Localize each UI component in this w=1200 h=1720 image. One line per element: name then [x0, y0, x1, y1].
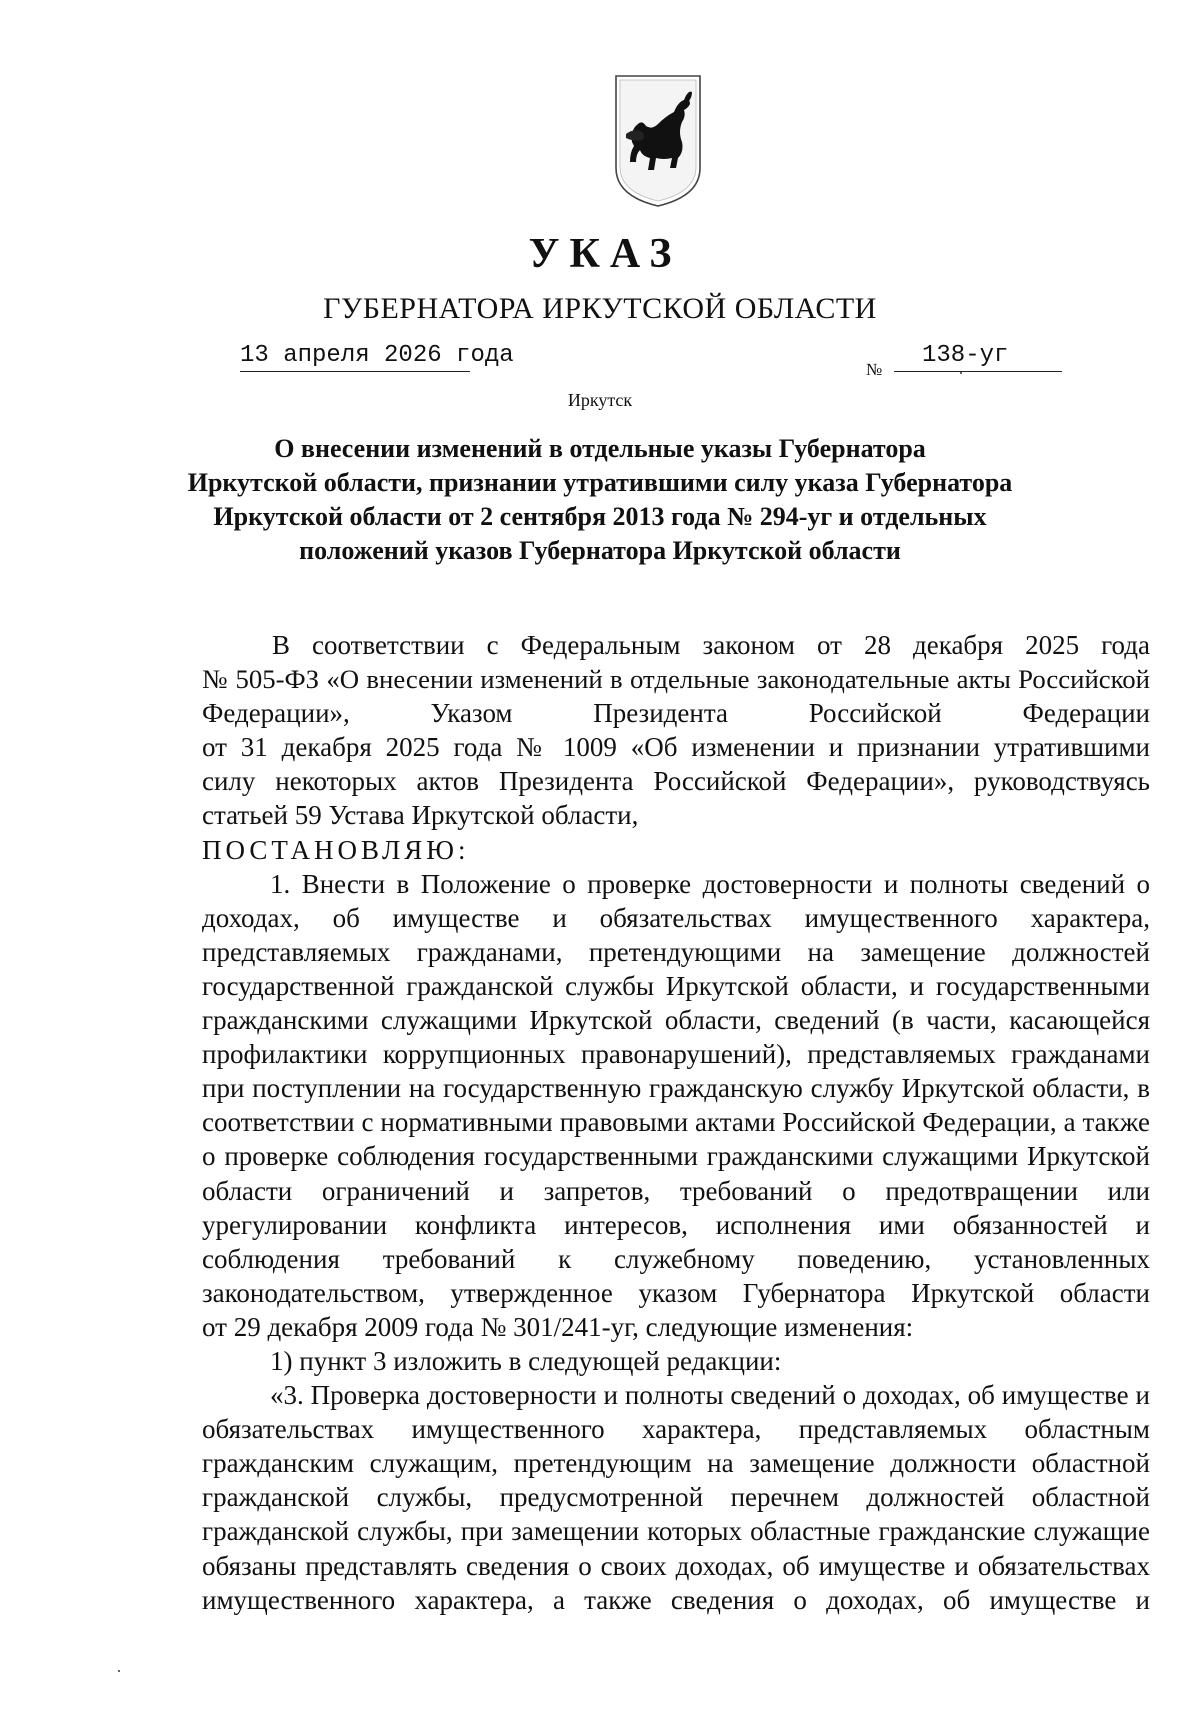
- body-line: № 505-ФЗ «О внесении изменений в отдельные законодательные акты Российской: [202, 664, 1150, 695]
- body-line: 1) пункт 3 изложить в следующей редакции:: [270, 1345, 782, 1376]
- body-line: 1. Внести в Положение о проверке достоверности и полноты сведений о: [270, 868, 1150, 899]
- body-line: соответствии с нормативными правовыми актами Российской Федерации, а также: [202, 1107, 1150, 1138]
- scan-speck: [118, 1670, 120, 1672]
- heading-line: О внесении изменений в отдельные указы Губернатора: [274, 434, 926, 463]
- body-line: силу некоторых актов Президента Российской Федерации», руководствуясь: [202, 766, 1150, 797]
- document-number: 138-уг: [894, 342, 1062, 372]
- body-line: обязательствах имущественного характера, представляемых областным: [202, 1414, 1150, 1445]
- body-line: урегулировании конфликта интересов, исполнения ими обязанностей и: [202, 1209, 1150, 1240]
- body-line: статьей 59 Устава Иркутской области,: [202, 800, 639, 831]
- body-line: гражданскими служащими Иркутской области, сведений (в части, касающейся: [202, 1005, 1150, 1036]
- body-line: доходах, об имуществе и обязательствах имущественного характера,: [202, 902, 1150, 933]
- document-city: Иркутск: [567, 390, 633, 410]
- document-subtitle: ГУБЕРНАТОРА ИРКУТСКОЙ ОБЛАСТИ: [323, 292, 877, 325]
- body-line: В соответствии с Федеральным законом от 28 декабря 2025 года: [272, 630, 1150, 660]
- body-line: при поступлении на государственную гражданскую службу Иркутской области, в: [202, 1073, 1150, 1104]
- body-line: имущественного характера, а также сведения о доходах, об имуществе и: [202, 1584, 1150, 1615]
- body-line: гражданской службы, предусмотренной перечнем должностей областной: [202, 1482, 1150, 1513]
- body-line: области ограничений и запретов, требований о предотвращении или: [202, 1175, 1150, 1206]
- body-line: государственной гражданской службы Иркутской области, и государственными: [202, 970, 1150, 1001]
- irkutsk-coat-of-arms-icon: [612, 72, 704, 210]
- heading-line: Иркутской области от 2 сентября 2013 года № 294-уг и отдельных: [213, 502, 987, 531]
- body-line: представляемых гражданами, претендующими на замещение должностей: [202, 936, 1150, 967]
- scan-speck: [960, 372, 962, 374]
- body-line: профилактики коррупционных правонарушений), представляемых гражданами: [202, 1039, 1150, 1070]
- heading-line: положений указов Губернатора Иркутской области: [299, 536, 901, 565]
- body-line: законодательством, утвержденное указом Губернатора Иркутской области: [202, 1277, 1150, 1308]
- document-heading: [180, 432, 1020, 568]
- heading-line: Иркутской области, признании утратившими силу указа Губернатора: [187, 468, 1013, 497]
- number-label: №: [866, 360, 883, 379]
- body-line: соблюдения требований к служебному поведению, установленных: [202, 1243, 1150, 1274]
- body-line: от 29 декабря 2009 года № 301/241-уг, следующие изменения:: [202, 1311, 914, 1342]
- body-line: «3. Проверка достоверности и полноты сведений о доходах, об имуществе и: [270, 1380, 1150, 1411]
- document-date: 13 апреля 2026 года: [240, 342, 470, 372]
- body-line: обязаны представлять сведения о своих доходах, об имуществе и обязательствах: [202, 1550, 1150, 1581]
- body-line: от 31 декабря 2025 года № 1009 «Об изменении и признании утратившими: [202, 732, 1150, 763]
- body-line: гражданской службы, при замещении которых областные гражданские служащие: [202, 1516, 1150, 1547]
- document-body: [202, 628, 1150, 1617]
- document-title: УКАЗ: [528, 231, 682, 277]
- body-line: Федерации», Указом Президента Российской Федерации: [202, 698, 1150, 729]
- body-line: о проверке соблюдения государственными гражданскими служащими Иркутской: [202, 1141, 1150, 1172]
- body-line: гражданским служащим, претендующим на замещение должности областной: [202, 1448, 1150, 1479]
- body-line: ПОСТАНОВЛЯЮ:: [202, 834, 470, 865]
